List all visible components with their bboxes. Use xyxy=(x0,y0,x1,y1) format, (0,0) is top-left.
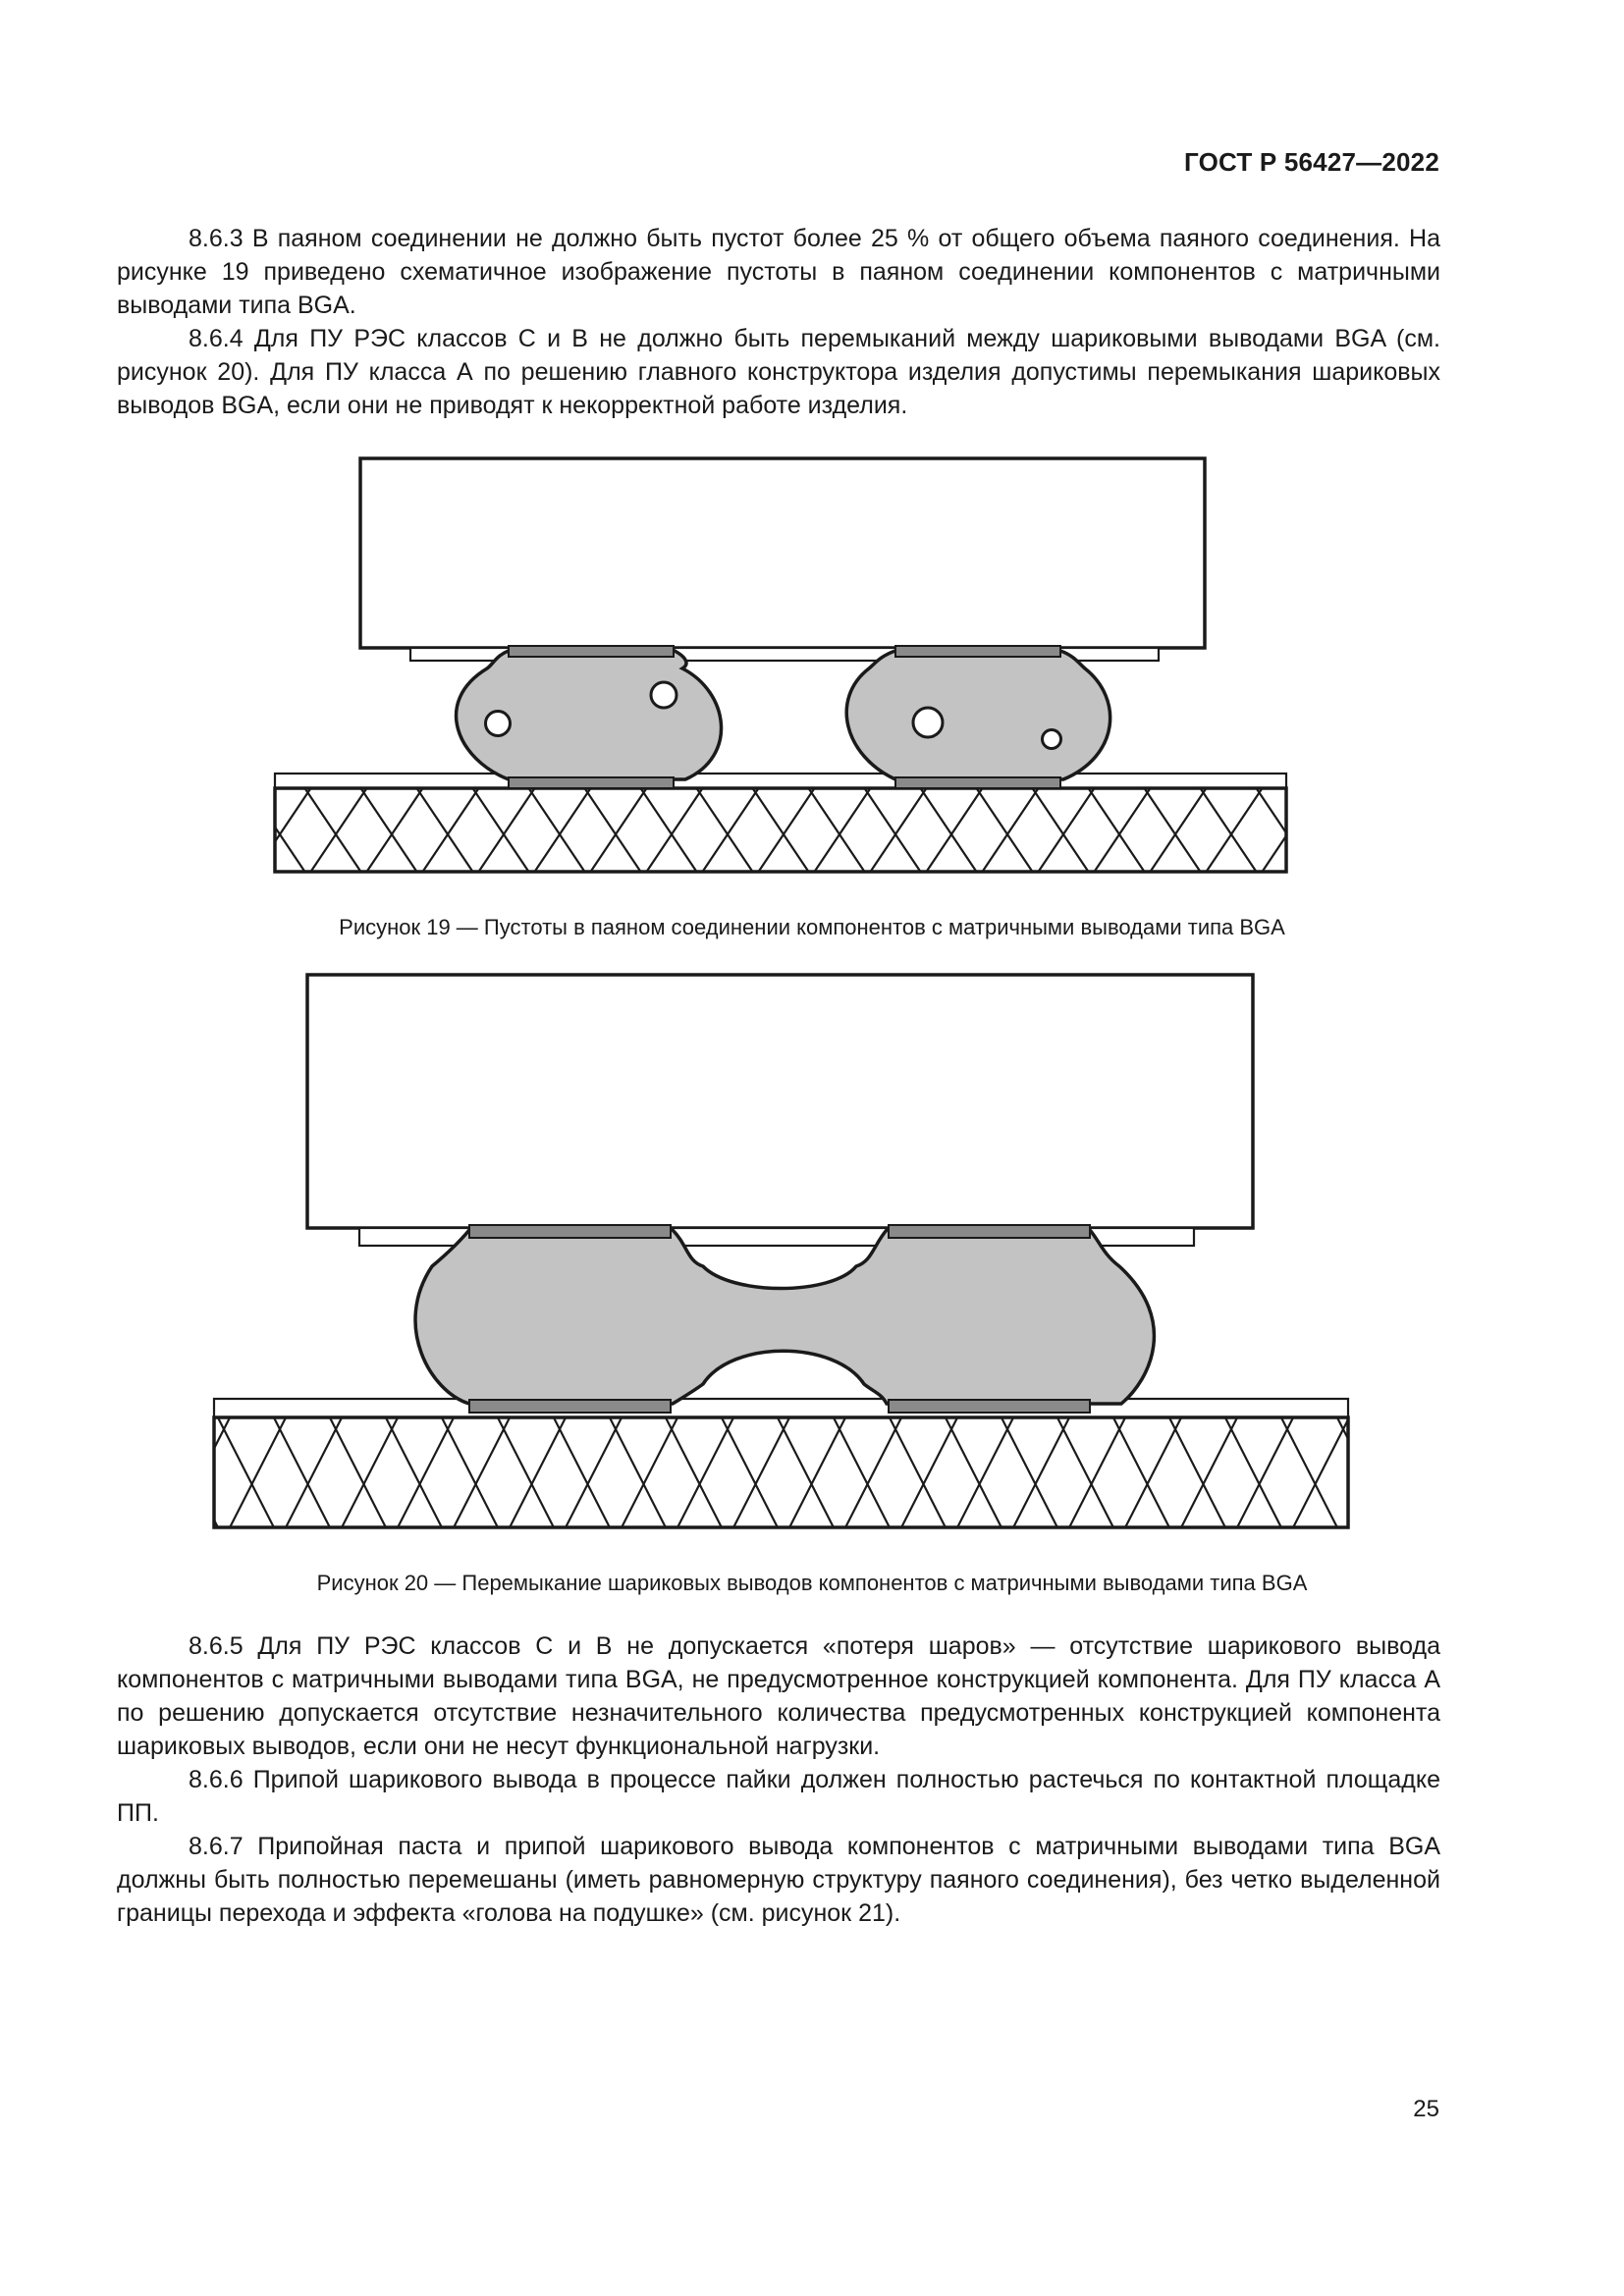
paragraph-8-6-3: 8.6.3 В паяном соединении не должно быть пустот более 25 % от общего объема паяного соединения. На рисунке 19 приведено схематичное изображение пустоты в паяном соединении компонентов с матричными выводами типа BGA. xyxy=(117,225,1440,319)
paragraph-8-6-6: 8.6.6 Припой шарикового вывода в процессе пайки должен полностью растечься по контактной площадке ПП. xyxy=(117,1766,1440,1827)
board-mask-layer xyxy=(214,1399,1348,1417)
document-code-header: ГОСТ Р 56427—2022 xyxy=(1184,147,1439,177)
paragraph-8-6-5: 8.6.5 Для ПУ РЭС классов С и В не допускается «потеря шаров» — отсутствие шарикового вывода компонентов с матричными выводами типа BGA, не предусмотренное конструкцией компонента. Для ПУ класса А по решению допускается отсутствие незначительного количества предусмотренных конструкцией компонента шариковых выводов, если они не несут функциональной нагрузки. xyxy=(117,1632,1440,1760)
component-body xyxy=(307,975,1253,1228)
bridged-solder xyxy=(415,1230,1154,1404)
figure-20-caption: Рисунок 20 — Перемыкание шариковых выводов компонентов с матричными выводами типа BGA xyxy=(316,1571,1308,1595)
paragraph-8-6-7: 8.6.7 Припойная паста и припой шарикового вывода компонентов с матричными выводами типа BGA должны быть полностью перемешаны (иметь равномерную структуру паяного соединения), без четко выделенной границы перехода и эффекта «голова на подушке» (см. рисунок 21). xyxy=(117,1833,1440,1927)
board-pad-left xyxy=(469,1400,671,1413)
paragraph-8-6-4: 8.6.4 Для ПУ РЭС классов С и В не должно быть перемыканий между шариковыми выводами BGA (см. рисунок 20). Для ПУ класса А по решению главного конструктора изделия допустимы перемыкания шариковых выводов BGA, если они не приводят к некорректной работе изделия. xyxy=(117,325,1440,419)
figure-19-caption: Рисунок 19 — Пустоты в паяном соединении компонентов с матричными выводами типа BGA xyxy=(339,915,1285,939)
board-pad-right xyxy=(889,1400,1090,1413)
text-block-bottom xyxy=(117,1629,1440,1930)
page-number: 25 xyxy=(1413,2096,1439,2122)
printed-circuit-board xyxy=(214,1417,1348,1527)
component-pad-left xyxy=(469,1225,671,1238)
component-pad-right xyxy=(889,1225,1090,1238)
